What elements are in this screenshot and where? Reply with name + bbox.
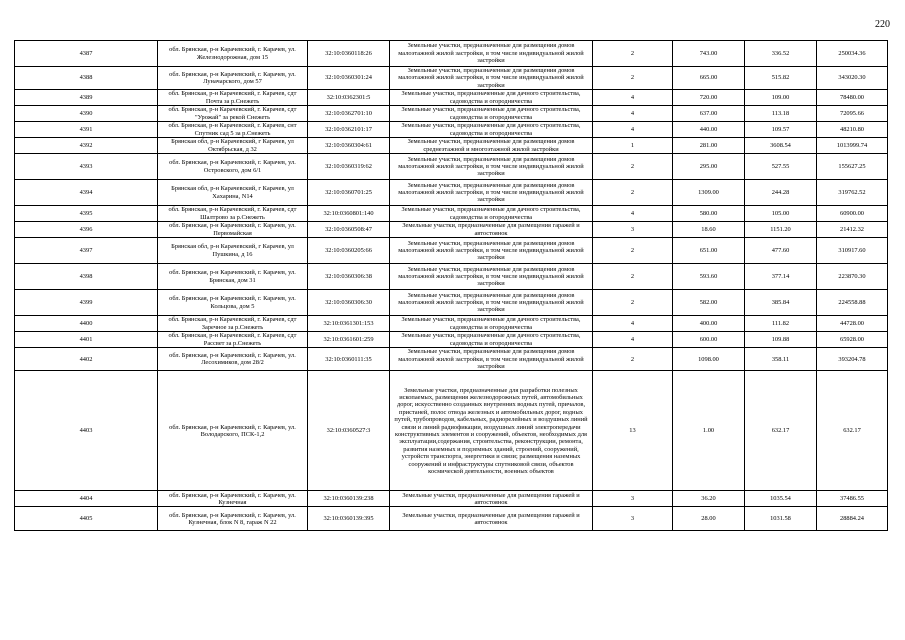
row-land-use: Земельные участки, предназначенные для дачного строительства, садоводства и огородничества: [390, 206, 593, 222]
row-address: обл. Брянская, р-н Карачевский, г. Карачев, ул. Брянская, дом 31: [158, 264, 308, 290]
row-specific-value: 3608.54: [745, 138, 817, 154]
table-row: [15, 206, 888, 222]
row-land-use: Земельные участки, предназначенные для размещения гаражей и автостоянок: [390, 507, 593, 531]
row-address: обл. Брянская, р-н Карачевский, г. Карачев, сдт Почта за р.Снежеть: [158, 90, 308, 106]
row-area: 665.00: [673, 67, 745, 90]
row-use-group: 4: [593, 206, 673, 222]
row-area: 743.00: [673, 41, 745, 67]
row-use-group: 3: [593, 491, 673, 507]
table-row: [15, 122, 888, 138]
row-land-use: Земельные участки, предназначенные для дачного строительства, садоводства и огородничества: [390, 316, 593, 332]
row-land-use: Земельные участки, предназначенные для размещения домов среднеэтажной и многоэтажной жилой застройки: [390, 138, 593, 154]
row-specific-value: 109.88: [745, 332, 817, 348]
table-row: [15, 491, 888, 507]
row-land-use: Земельные участки, предназначенные для размещения домов малоэтажной жилой застройки, в том числе индивидуальной жилой застройки: [390, 67, 593, 90]
row-use-group: 1: [593, 138, 673, 154]
row-number: 4395: [15, 206, 158, 222]
row-area: 400.00: [673, 316, 745, 332]
row-number: 4396: [15, 222, 158, 238]
table-row: [15, 507, 888, 531]
row-land-use: Земельные участки, предназначенные для размещения гаражей и автостоянок: [390, 491, 593, 507]
row-cadastral-value: 37486.55: [817, 491, 888, 507]
row-use-group: 4: [593, 106, 673, 122]
row-land-use: Земельные участки, предназначенные для размещения домов малоэтажной жилой застройки, в том числе индивидуальной жилой застройки: [390, 238, 593, 264]
row-area: 651.00: [673, 238, 745, 264]
row-specific-value: 109.00: [745, 90, 817, 106]
row-cadastral-value: 28884.24: [817, 507, 888, 531]
row-area: 295.00: [673, 154, 745, 180]
row-land-use: Земельные участки, предназначенные для дачного строительства, садоводства и огородничества: [390, 90, 593, 106]
row-cadastral-number: 32:10:0360205:66: [308, 238, 390, 264]
row-cadastral-number: 32:10:0360306:38: [308, 264, 390, 290]
row-cadastral-value: 319762.52: [817, 180, 888, 206]
row-specific-value: 109.57: [745, 122, 817, 138]
row-cadastral-value: 632.17: [817, 371, 888, 491]
row-address: обл. Брянская, р-н Карачевский, г. Карачев, ул. Железнодорожная, дом 15: [158, 41, 308, 67]
row-number: 4397: [15, 238, 158, 264]
table-row: [15, 106, 888, 122]
table-row: [15, 138, 888, 154]
row-cadastral-number: 32:10:0362301:5: [308, 90, 390, 106]
row-number: 4404: [15, 491, 158, 507]
row-number: 4387: [15, 41, 158, 67]
row-number: 4388: [15, 67, 158, 90]
row-cadastral-number: 32:10:0360139:395: [308, 507, 390, 531]
row-number: 4400: [15, 316, 158, 332]
row-number: 4398: [15, 264, 158, 290]
row-number: 4392: [15, 138, 158, 154]
row-area: 440.00: [673, 122, 745, 138]
row-cadastral-value: 250034.36: [817, 41, 888, 67]
row-specific-value: 527.55: [745, 154, 817, 180]
table-row: [15, 180, 888, 206]
row-land-use: Земельные участки, предназначенные для дачного строительства, садоводства и огородничества: [390, 122, 593, 138]
row-land-use: Земельные участки, предназначенные для размещения домов малоэтажной жилой застройки, в том числе индивидуальной жилой застройки: [390, 41, 593, 67]
row-cadastral-value: 72095.66: [817, 106, 888, 122]
row-use-group: 2: [593, 41, 673, 67]
row-cadastral-number: 32:10:0360508:47: [308, 222, 390, 238]
row-area: 720.00: [673, 90, 745, 106]
row-address: обл. Брянская, р-н Карачевский, г. Карачев, сдт Рассвет за р.Снежеть: [158, 332, 308, 348]
row-use-group: 2: [593, 180, 673, 206]
row-use-group: 4: [593, 332, 673, 348]
row-specific-value: 358.11: [745, 348, 817, 371]
row-specific-value: 632.17: [745, 371, 817, 491]
table-row: [15, 371, 888, 491]
table-row: [15, 222, 888, 238]
row-address: обл. Брянская, р-н Карачевский, г. Карачев, сдт Заречное за р.Снежеть: [158, 316, 308, 332]
row-number: 4405: [15, 507, 158, 531]
row-use-group: 13: [593, 371, 673, 491]
row-specific-value: 377.14: [745, 264, 817, 290]
table-row: [15, 238, 888, 264]
row-specific-value: 515.82: [745, 67, 817, 90]
table-row: [15, 67, 888, 90]
row-cadastral-number: 32:10:0360527:3: [308, 371, 390, 491]
row-number: 4389: [15, 90, 158, 106]
row-address: обл. Брянская, р-н Карачевский, г. Карачев, ул. Первомайская: [158, 222, 308, 238]
row-land-use: Земельные участки, предназначенные для размещения домов малоэтажной жилой застройки, в том числе индивидуальной жилой застройки: [390, 154, 593, 180]
row-address: Брянская обл, р-н Карачевский, г Карачев, ул Хахарина, N14: [158, 180, 308, 206]
row-number: 4390: [15, 106, 158, 122]
row-use-group: 2: [593, 154, 673, 180]
row-cadastral-number: 32:10:0360306:30: [308, 290, 390, 316]
row-specific-value: 385.84: [745, 290, 817, 316]
table-row: [15, 290, 888, 316]
row-address: обл. Брянская, р-н Карачевский, г. Карачев, ул. Кузнечная, блок N 8, гараж N 22: [158, 507, 308, 531]
row-specific-value: 105.00: [745, 206, 817, 222]
row-land-use: Земельные участки, предназначенные для размещения домов малоэтажной жилой застройки, в том числе индивидуальной жилой застройки: [390, 290, 593, 316]
row-use-group: 3: [593, 507, 673, 531]
table-row: [15, 264, 888, 290]
row-area: 1309.00: [673, 180, 745, 206]
row-land-use: Земельные участки, предназначенные для размещения домов малоэтажной жилой застройки, в том числе индивидуальной жилой застройки: [390, 264, 593, 290]
row-cadastral-number: 32:10:0362101:17: [308, 122, 390, 138]
table-row: [15, 316, 888, 332]
row-cadastral-value: 1013999.74: [817, 138, 888, 154]
row-number: 4403: [15, 371, 158, 491]
row-cadastral-number: 32:10:0360118:26: [308, 41, 390, 67]
row-cadastral-number: 32:10:0361301:153: [308, 316, 390, 332]
row-cadastral-value: 224558.88: [817, 290, 888, 316]
table-row: [15, 90, 888, 106]
row-use-group: 2: [593, 67, 673, 90]
row-use-group: 4: [593, 90, 673, 106]
row-number: 4399: [15, 290, 158, 316]
row-area: 1.00: [673, 371, 745, 491]
row-land-use: Земельные участки, предназначенные для разработки полезных ископаемых, размещения железнодорожных путей, автомобильных дорог, искусственно созданных внутренних водных путей, причалов, пристаней, полос отвода железных и автомобильных дорог, водных путей, трубопроводов, кабельных, радиорелейных и воздушных линий связи и линий радиофикации, воздушных линий электропередачи конструктивных элементов и сооружений, объектов, необходимых для эксплуатации,содержания, строительства, реконструкции, ремонта, развития наземных и подземных зданий, строений, сооружений, устройств транспорта, энергетики и связи; размещения наземных сооружений и инфраструктуры спутниковой связи, объектов космической деятельности, военных объектов: [390, 371, 593, 491]
row-address: Брянская обл, р-н Карачевский, г Карачев, ул Пушкина, д 16: [158, 238, 308, 264]
row-number: 4401: [15, 332, 158, 348]
row-cadastral-value: 223870.30: [817, 264, 888, 290]
row-cadastral-value: 65928.00: [817, 332, 888, 348]
row-area: 1098.00: [673, 348, 745, 371]
row-address: обл. Брянская, р-н Карачевский, г. Карачев, ул. Луначарского, дом 57: [158, 67, 308, 90]
row-number: 4391: [15, 122, 158, 138]
row-address: обл. Брянская, р-н Карачевский, г. Карачев, ул. Лесохимиков, дом 28/2: [158, 348, 308, 371]
row-address: Брянская обл, р-н Карачевский, г Карачев, ул Октябрьская, д 32: [158, 138, 308, 154]
table-row: [15, 348, 888, 371]
row-cadastral-number: 32:10:0360304:61: [308, 138, 390, 154]
land-registry-table: [14, 40, 888, 531]
row-cadastral-number: 32:10:0360301:24: [308, 67, 390, 90]
row-number: 4393: [15, 154, 158, 180]
row-area: 18.60: [673, 222, 745, 238]
row-address: обл. Брянская, р-н Карачевский, г. Карачев, ул. Островского, дом 6/1: [158, 154, 308, 180]
row-land-use: Земельные участки, предназначенные для размещения домов малоэтажной жилой застройки, в том числе индивидуальной жилой застройки: [390, 348, 593, 371]
row-cadastral-number: 32:10:0360319:62: [308, 154, 390, 180]
row-cadastral-number: 32:10:0360139:238: [308, 491, 390, 507]
row-cadastral-number: 32:10:0360111:35: [308, 348, 390, 371]
row-address: обл. Брянская, р-н Карачевский, г. Карачев, ул. Володарского, ПСК-1,2: [158, 371, 308, 491]
table-row: [15, 154, 888, 180]
row-land-use: Земельные участки, предназначенные для размещения домов малоэтажной жилой застройки, в том числе индивидуальной жилой застройки: [390, 180, 593, 206]
row-cadastral-value: 393204.78: [817, 348, 888, 371]
row-area: 281.00: [673, 138, 745, 154]
row-area: 580.00: [673, 206, 745, 222]
page-number: 220: [875, 19, 890, 30]
row-land-use: Земельные участки, предназначенные для дачного строительства, садоводства и огородничества: [390, 332, 593, 348]
row-address: обл. Брянская, р-н Карачевский, г. Карачев, сдт "Урожай" за рекой Снежеть: [158, 106, 308, 122]
row-land-use: Земельные участки, предназначенные для размещения гаражей и автостоянок: [390, 222, 593, 238]
row-address: обл. Брянская, р-н Карачевский, г. Карачев, сдт Шалтрово за р.Снежеть: [158, 206, 308, 222]
row-area: 28.00: [673, 507, 745, 531]
row-cadastral-value: 310917.60: [817, 238, 888, 264]
row-area: 637.00: [673, 106, 745, 122]
row-cadastral-value: 78480.00: [817, 90, 888, 106]
row-cadastral-number: 32:10:0361601:259: [308, 332, 390, 348]
row-specific-value: 1035.54: [745, 491, 817, 507]
row-cadastral-value: 44728.00: [817, 316, 888, 332]
row-area: 600.00: [673, 332, 745, 348]
row-address: обл. Брянская, р-н Карачевский, г. Карачев, ул. Кольцова, дом 5: [158, 290, 308, 316]
row-land-use: Земельные участки, предназначенные для дачного строительства, садоводства и огородничества: [390, 106, 593, 122]
row-use-group: 4: [593, 122, 673, 138]
row-use-group: 2: [593, 238, 673, 264]
row-use-group: 3: [593, 222, 673, 238]
row-cadastral-value: 343020.30: [817, 67, 888, 90]
row-cadastral-value: 60900.00: [817, 206, 888, 222]
row-cadastral-number: 32:10:0360801:140: [308, 206, 390, 222]
table-body: [15, 41, 888, 531]
row-cadastral-value: 48210.80: [817, 122, 888, 138]
row-cadastral-value: 155627.25: [817, 154, 888, 180]
row-area: 593.60: [673, 264, 745, 290]
row-number: 4394: [15, 180, 158, 206]
row-number: 4402: [15, 348, 158, 371]
row-address: обл. Брянская, р-н Карачевский, г. Карачев, ул. Кузнечная: [158, 491, 308, 507]
row-cadastral-number: 32:10:0360701:25: [308, 180, 390, 206]
row-cadastral-number: 32:10:0362701:10: [308, 106, 390, 122]
row-specific-value: 336.52: [745, 41, 817, 67]
row-address: обл. Брянская, р-н Карачевский, г. Карачев, снт Спутник сад 5 за р.Снежеть: [158, 122, 308, 138]
table-row: [15, 41, 888, 67]
row-use-group: 2: [593, 264, 673, 290]
row-use-group: 2: [593, 348, 673, 371]
row-specific-value: 244.28: [745, 180, 817, 206]
row-specific-value: 477.60: [745, 238, 817, 264]
row-specific-value: 1031.58: [745, 507, 817, 531]
row-area: 36.20: [673, 491, 745, 507]
row-use-group: 4: [593, 316, 673, 332]
row-specific-value: 113.18: [745, 106, 817, 122]
row-specific-value: 1151.20: [745, 222, 817, 238]
row-cadastral-value: 21412.32: [817, 222, 888, 238]
row-use-group: 2: [593, 290, 673, 316]
table-row: [15, 332, 888, 348]
row-area: 582.00: [673, 290, 745, 316]
row-specific-value: 111.82: [745, 316, 817, 332]
